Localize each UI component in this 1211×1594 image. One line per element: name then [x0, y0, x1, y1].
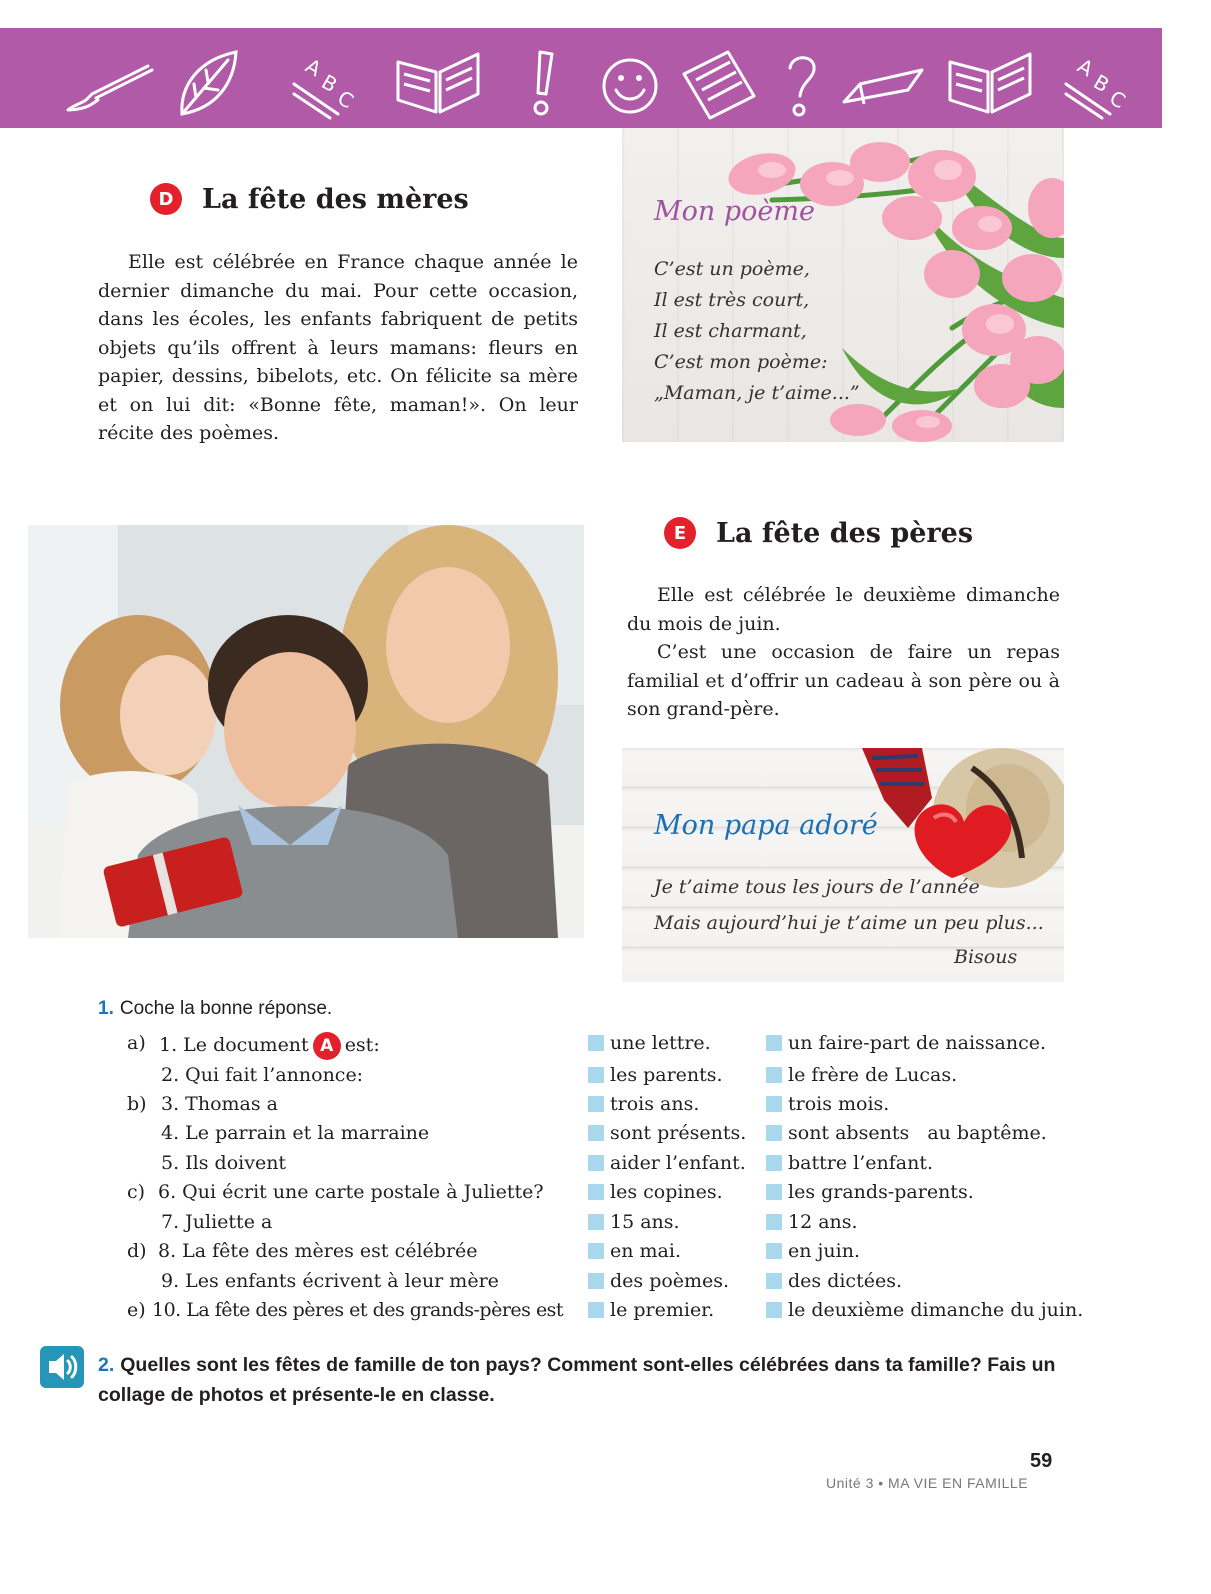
exercise-2-number: 2.	[98, 1354, 115, 1376]
answer-label: le frère de Lucas.	[788, 1064, 958, 1086]
section-e-text	[627, 581, 1060, 724]
question-label-end: est:	[344, 1034, 380, 1056]
section-d-text	[98, 248, 578, 448]
answer-option-2[interactable]	[766, 1032, 1046, 1054]
poem-father-signature: Bisous	[954, 946, 1018, 968]
answer-label: sont présents.	[610, 1122, 747, 1144]
answer-option-2[interactable]	[766, 1211, 858, 1233]
answer-label: une lettre.	[610, 1032, 711, 1054]
question-label: 10. La fête des pères et des grands-pères est	[152, 1299, 564, 1321]
answer-option-2[interactable]	[766, 1240, 860, 1262]
answer-option-1[interactable]	[588, 1152, 746, 1174]
checkbox[interactable]	[588, 1067, 604, 1083]
answer-option-2[interactable]	[766, 1093, 889, 1115]
answer-label: en juin.	[788, 1240, 861, 1262]
poem-mother-line: „Maman, je t’aime...”	[654, 382, 860, 404]
checkbox[interactable]	[766, 1184, 782, 1200]
section-e-heading	[664, 517, 973, 549]
answer-option-1[interactable]	[588, 1211, 680, 1233]
section-e-paragraph: Elle est célébrée le deuxième dimanche du mois de juin.	[627, 584, 1060, 635]
checkbox[interactable]	[766, 1302, 782, 1318]
answer-option-1[interactable]	[588, 1093, 699, 1115]
answer-option-1[interactable]	[588, 1299, 714, 1321]
checkbox[interactable]	[766, 1035, 782, 1051]
section-e-badge: E	[664, 517, 696, 549]
answer-label: 12 ans.	[788, 1211, 858, 1233]
answer-option-2[interactable]	[766, 1181, 974, 1203]
poem-mother-line: Il est très court,	[654, 289, 810, 311]
poem-father-title: Mon papa adoré	[654, 810, 878, 841]
question-label: 5. Ils doivent	[161, 1152, 287, 1174]
checkbox[interactable]	[766, 1067, 782, 1083]
speaking-audio-icon[interactable]	[40, 1346, 84, 1388]
checkbox[interactable]	[766, 1155, 782, 1171]
svg-text:B: B	[1089, 69, 1114, 98]
checkbox[interactable]	[588, 1125, 604, 1141]
checkbox[interactable]	[588, 1273, 604, 1289]
answer-label: trois mois.	[788, 1093, 890, 1115]
open-book-icon	[944, 48, 1036, 118]
answer-option-2[interactable]	[766, 1270, 902, 1292]
checkbox[interactable]	[588, 1243, 604, 1259]
speaker-icon	[40, 1346, 84, 1388]
open-book-icon	[392, 48, 484, 118]
svg-text:B: B	[317, 69, 342, 98]
poem-card-father	[622, 748, 1064, 982]
question-group-letter: e)	[127, 1299, 146, 1321]
poem-card-mother	[622, 128, 1064, 442]
header-banner	[0, 28, 1162, 128]
checkbox[interactable]	[588, 1214, 604, 1230]
answer-label: le premier.	[610, 1299, 715, 1321]
poem-mother-line: C’est un poème,	[654, 258, 810, 280]
section-d-heading	[150, 183, 469, 215]
question-icon	[782, 50, 822, 124]
section-d-title: La fête des mères	[202, 183, 469, 215]
checkbox[interactable]	[588, 1035, 604, 1051]
answer-label: en mai.	[610, 1240, 681, 1262]
exercise-2-text: Quelles sont les fêtes de famille de ton pays? Comment sont-elles célébrées dans ta famille? Fais un collage de photos et présente-le en classe.	[98, 1354, 1056, 1406]
checkbox[interactable]	[588, 1184, 604, 1200]
checkbox[interactable]	[766, 1096, 782, 1112]
svg-text:A: A	[1073, 53, 1098, 82]
exercise-2	[98, 1350, 1078, 1410]
exercise-1-instruction: Coche la bonne réponse.	[119, 998, 333, 1019]
checkbox[interactable]	[766, 1125, 782, 1141]
abc-icon	[290, 42, 366, 122]
question-label: 7. Juliette a	[161, 1211, 273, 1233]
section-d-paragraph: Elle est célébrée en France chaque année le dernier dimanche du mai. Pour cette occasion, dans les écoles, les enfants fabriquent de petits objets qu’ils offrent à leurs mamans: fleurs en papier, dessins, bibelots, etc. On félicite sa mère et on lui dit: «Bonne fête, maman!». On leur récite des poèmes.	[98, 251, 578, 444]
section-d-badge: D	[150, 183, 182, 215]
eraser-icon	[838, 62, 928, 114]
page-number: 59	[1030, 1450, 1053, 1472]
answer-option-1[interactable]	[588, 1240, 681, 1262]
checkbox[interactable]	[588, 1096, 604, 1112]
answer-option-2[interactable]	[766, 1152, 933, 1174]
answer-label: les parents.	[610, 1064, 723, 1086]
question-label: 4. Le parrain et la marraine	[161, 1122, 430, 1144]
answer-option-2[interactable]	[766, 1122, 1047, 1144]
leaf-icon	[172, 46, 242, 120]
family-photo-image	[28, 525, 584, 938]
exclamation-icon	[528, 48, 558, 120]
exercise-1-list	[0, 1032, 1211, 1332]
footer-unit-title: Unité 3 • MA VIE EN FAMILLE	[826, 1475, 1029, 1491]
brush-icon	[62, 58, 158, 118]
question-label: 2. Qui fait l’annonce:	[161, 1064, 364, 1086]
answer-label: les grands-parents.	[788, 1181, 974, 1203]
poem-mother-title: Mon poème	[654, 196, 815, 227]
question-label: 6. Qui écrit une carte postale à Juliette?	[158, 1181, 544, 1203]
poem-father-line: Je t’aime tous les jours de l’année	[654, 876, 980, 898]
exercise-1-title	[98, 998, 332, 1020]
answer-label: un faire-part de naissance.	[788, 1032, 1047, 1054]
question-label: 8. La fête des mères est célébrée	[158, 1240, 478, 1262]
answer-option-1[interactable]	[588, 1064, 723, 1086]
answer-option-1[interactable]	[588, 1270, 729, 1292]
answer-option-1[interactable]	[588, 1122, 746, 1144]
answer-label: le deuxième dimanche du juin.	[788, 1299, 1084, 1321]
question-label: 1. Le document	[159, 1034, 309, 1056]
answer-option-1[interactable]	[588, 1032, 711, 1054]
section-e-paragraph: C’est une occasion de faire un repas familial et d’offrir un cadeau à son père ou à son grand-père.	[627, 641, 1060, 720]
answer-label: sont absents au baptême.	[788, 1122, 1047, 1144]
abc-icon	[1062, 42, 1138, 122]
answer-option-1[interactable]	[588, 1181, 723, 1203]
section-e-title: La fête des pères	[716, 517, 974, 549]
question-group-letter: a)	[127, 1032, 146, 1054]
checkbox[interactable]	[766, 1214, 782, 1230]
question-group-letter: d)	[127, 1240, 147, 1262]
answer-label: aider l’enfant.	[610, 1152, 746, 1174]
answer-option-2[interactable]	[766, 1299, 1083, 1321]
smiley-icon	[600, 56, 660, 116]
notepad-icon	[676, 46, 760, 122]
question-text	[159, 1032, 380, 1060]
checkbox[interactable]	[588, 1155, 604, 1171]
poem-mother-line: C’est mon poème:	[654, 351, 828, 373]
document-ref-badge: A	[313, 1032, 341, 1060]
answer-label: battre l’enfant.	[788, 1152, 933, 1174]
question-label: 3. Thomas a	[161, 1093, 278, 1115]
svg-text:C: C	[1105, 85, 1130, 114]
question-group-letter: c)	[127, 1181, 146, 1203]
question-label: 9. Les enfants écrivent à leur mère	[161, 1270, 499, 1292]
svg-text:A: A	[301, 53, 326, 82]
family-photo	[28, 525, 584, 938]
question-group-letter: b)	[127, 1093, 147, 1115]
answer-label: des poèmes.	[610, 1270, 730, 1292]
poem-mother-line: Il est charmant,	[654, 320, 807, 342]
checkbox[interactable]	[766, 1243, 782, 1259]
exercise-1-number: 1.	[98, 998, 114, 1019]
answer-label: trois ans.	[610, 1093, 700, 1115]
answer-option-2[interactable]	[766, 1064, 957, 1086]
svg-text:C: C	[333, 85, 358, 114]
answer-label: des dictées.	[788, 1270, 902, 1292]
checkbox[interactable]	[766, 1273, 782, 1289]
answer-label: 15 ans.	[610, 1211, 680, 1233]
poem-father-line: Mais aujourd’hui je t’aime un peu plus...	[654, 912, 1044, 934]
answer-label: les copines.	[610, 1181, 723, 1203]
checkbox[interactable]	[588, 1302, 604, 1318]
